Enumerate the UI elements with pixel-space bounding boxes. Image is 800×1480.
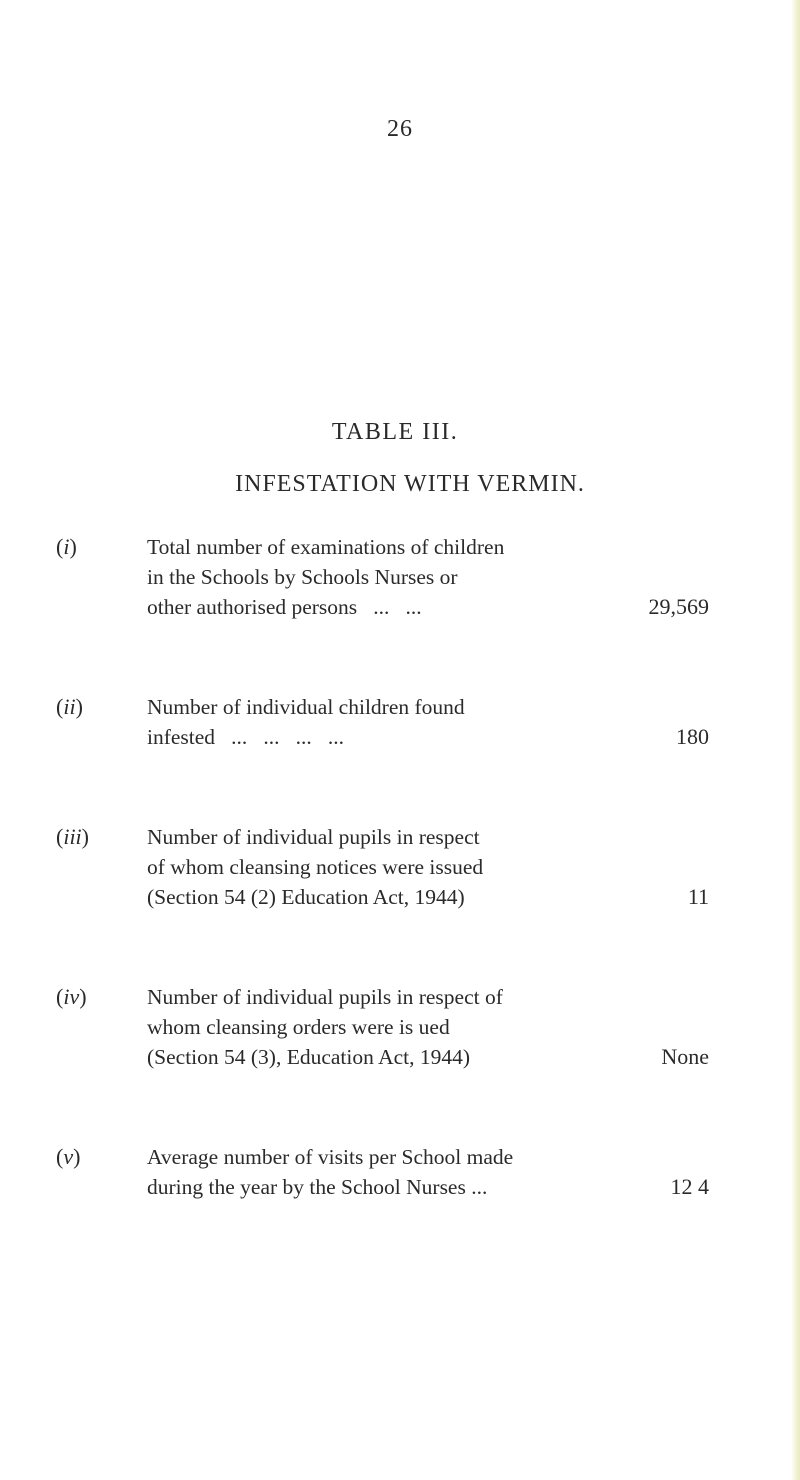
item-value: 180: [676, 724, 709, 749]
item-numeral: (iii): [56, 824, 89, 849]
item-line: (Section 54 (3), Education Act, 1944): [147, 1045, 471, 1069]
item-value: 11: [687, 884, 709, 909]
item-value: None: [661, 1044, 709, 1069]
roman-numeral: i: [63, 534, 70, 559]
item-line: of whom cleansing notices were issued: [147, 855, 484, 879]
item-line: (Section 54 (2) Education Act, 1944): [147, 885, 465, 909]
page-edge-shadow: [791, 0, 800, 1480]
item-description: [147, 692, 617, 752]
table-item-i: [0, 532, 800, 692]
roman-numeral: ii: [63, 694, 76, 719]
item-line: in the Schools by Schools Nurses or: [147, 565, 458, 589]
item-numeral: (v): [56, 1144, 81, 1169]
item-line: other authorised persons ... ...: [147, 595, 422, 619]
table-item-v: [0, 1142, 800, 1272]
item-line: Number of individual children found: [147, 695, 465, 719]
item-value: 29,569: [648, 594, 709, 619]
item-description: [147, 1142, 617, 1202]
item-line: Average number of visits per School made: [147, 1145, 514, 1169]
item-line: during the year by the School Nurses ...: [147, 1175, 488, 1199]
table-item-iii: [0, 822, 800, 982]
roman-numeral: v: [63, 1144, 74, 1169]
item-line: Total number of examinations of children: [147, 535, 505, 559]
item-numeral: (ii): [56, 694, 83, 719]
item-numeral: (i): [56, 534, 77, 559]
table-item-iv: [0, 982, 800, 1142]
roman-numeral: iv: [63, 984, 80, 1009]
item-description: [147, 532, 617, 622]
table-items: [0, 532, 800, 1272]
roman-numeral: iii: [63, 824, 82, 849]
item-description: [147, 982, 617, 1072]
item-line: whom cleansing orders were is ued: [147, 1015, 450, 1039]
item-numeral: (iv): [56, 984, 87, 1009]
item-value: 12 4: [670, 1174, 709, 1199]
page-number: 26: [387, 116, 413, 142]
table-item-ii: [0, 692, 800, 822]
item-description: [147, 822, 617, 912]
item-line: infested ... ... ... ...: [147, 725, 345, 749]
item-line: Number of individual pupils in respect: [147, 825, 480, 849]
item-line: Number of individual pupils in respect of: [147, 985, 503, 1009]
table-subtitle: INFESTATION WITH VERMIN.: [235, 471, 585, 497]
table-title: TABLE III.: [331, 419, 459, 445]
